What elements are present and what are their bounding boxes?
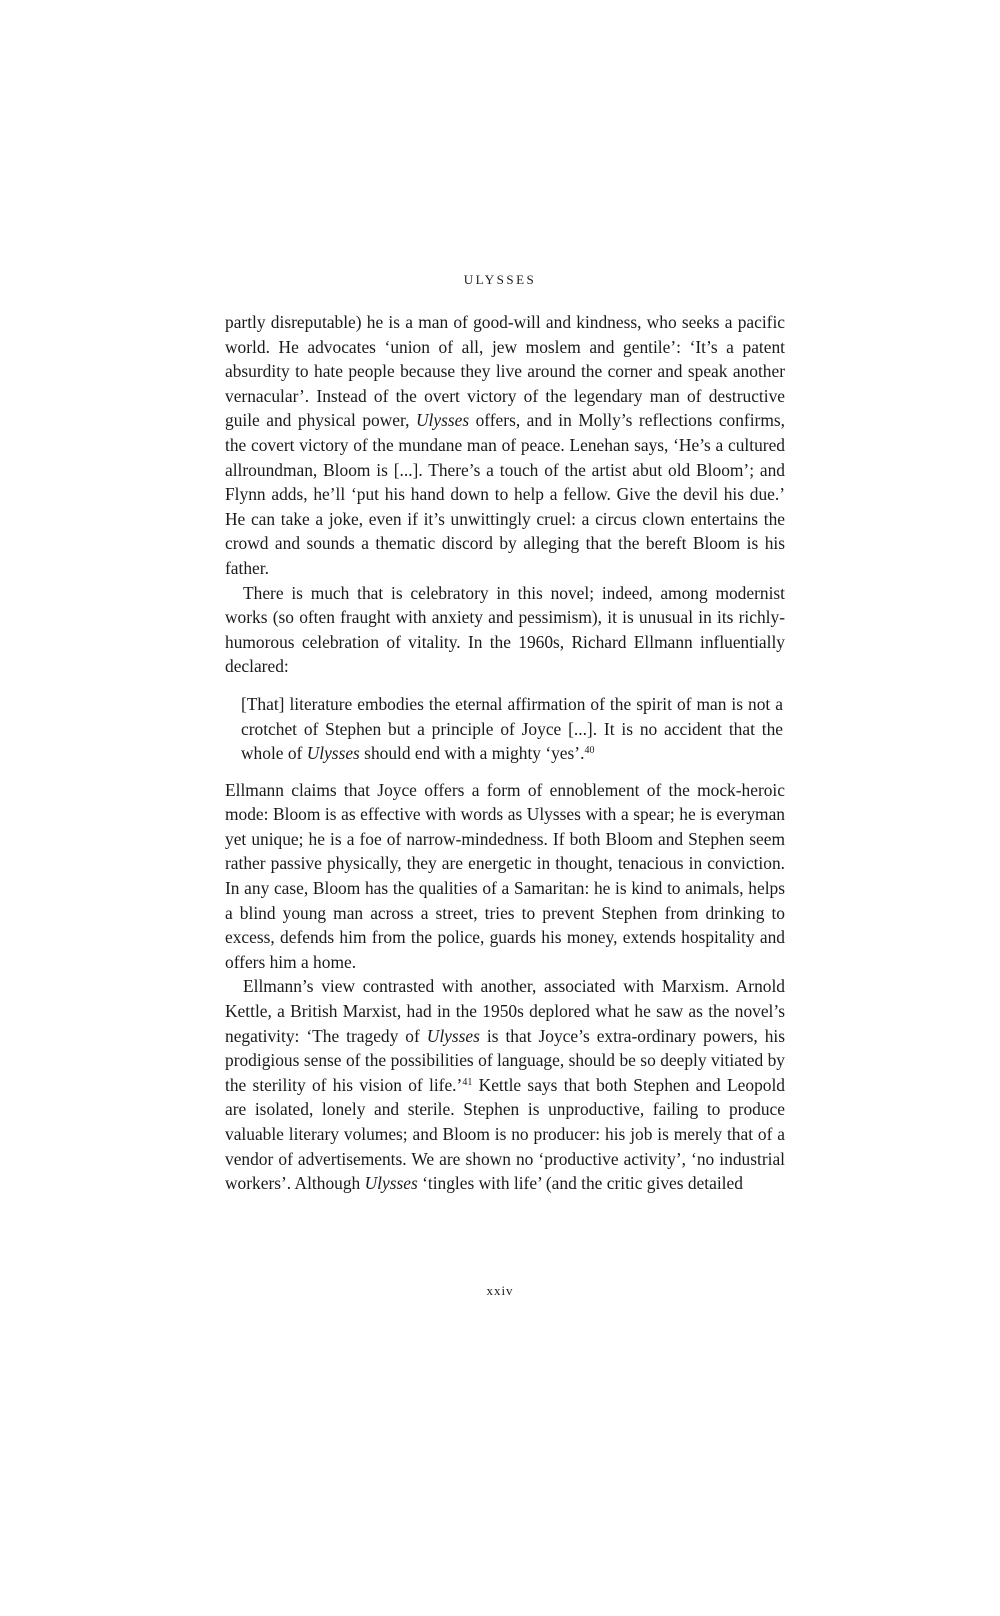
block-quote-text-b: should end with a mighty ‘yes’. <box>359 743 585 764</box>
block-quote-text-a: [That] literature embodies the eternal affirmation of the spirit of man is not a crotchet of Stephen but a principle of Joyce [...]. It is no accident that the whole of <box>241 693 783 764</box>
paragraph-4 <box>225 974 785 1195</box>
paragraph-4-title-ulysses-1: Ulysses <box>426 1025 480 1046</box>
page-number: xxiv <box>486 1283 514 1298</box>
paragraph-4-text-d: ‘tingles with life’ (and the critic gives detailed <box>417 1173 743 1194</box>
paragraph-1 <box>225 310 785 581</box>
paragraph-3: Ellmann claims that Joyce offers a form of ennoblement of the mock-heroic mode: Bloom is as effective with words as Ulysses with a spear; he is everyman yet unique; he is a foe of narrow-mindedness. If both Bloom and Stephen seem rather passive physically, they are energetic in thought, tenacious in conviction. In any case, Bloom has the qualities of a Samaritan: he is kind to animals, helps a blind young man across a street, tries to prevent Stephen from drinking to excess, defends him from the police, guards his money, extends hospitality and offers him a home. <box>225 779 785 972</box>
paragraph-4-text-c: Kettle says that both Stephen and Leopold are isolated, lonely and sterile. Stephen is unproductive, failing to produce valuable literary volumes; and Bloom is no producer: his job is merely that of a vendor of advertisements. We are shown no ‘productive activity’, ‘no industrial workers’. Although <box>225 1074 786 1194</box>
running-head: ULYSSES <box>463 272 537 287</box>
paragraph-1-text-a: partly disreputable) he is a man of good-will and kindness, who seeks a pacific world. He advocates ‘union of all, jew moslem and gentile’: ‘It’s a patent absurdity to hate people because they live around the corner and speak another vernacular’. Instead of the overt victory of the legendary man of destructive guile and physical power, <box>225 312 785 431</box>
paragraph-4-title-ulysses-2: Ulysses <box>364 1173 418 1194</box>
paragraph-1-title-ulysses: Ulysses <box>415 410 470 431</box>
paragraph-4-text-b: is that Joyce’s extra-ordinary powers, his prodigious sense of the possibilities of language, should be so deeply vitiated by the sterility of his vision of life.’ <box>225 1025 785 1095</box>
block-quote-title-ulysses: Ulysses <box>306 743 360 764</box>
body-text <box>225 310 785 1196</box>
footnote-ref-41: 41 <box>462 1076 473 1088</box>
footnote-ref-40: 40 <box>584 745 595 757</box>
paragraph-2: There is much that is celebratory in this novel; indeed, among modernist works (so often fraught with anxiety and pessimism), it is unusual in its richly-humorous celebration of vitality. In the 1960s, Richard Ellmann influentially declared: <box>225 582 785 677</box>
paragraph-4-text-a: Ellmann’s view contrasted with another, associated with Marxism. Arnold Kettle, a British Marxist, had in the 1950s deplored what he saw as the novel’s negativity: ‘The tragedy of <box>225 976 785 1046</box>
paragraph-1-text-b: offers, and in Molly’s reflections confirms, the covert victory of the mundane man of peace. Lenehan says, ‘He’s a cultured allroundman, Bloom is [...]. There’s a touch of the artist abut old Bloom’; and Flynn adds, he’ll ‘put his hand down to help a fellow. Give the devil his due.’ He can take a joke, even if it’s unwittingly cruel: a circus clown entertains the crowd and sounds a thematic discord by alleging that the bereft Bloom is his father. <box>225 410 785 578</box>
block-quote <box>241 692 785 766</box>
